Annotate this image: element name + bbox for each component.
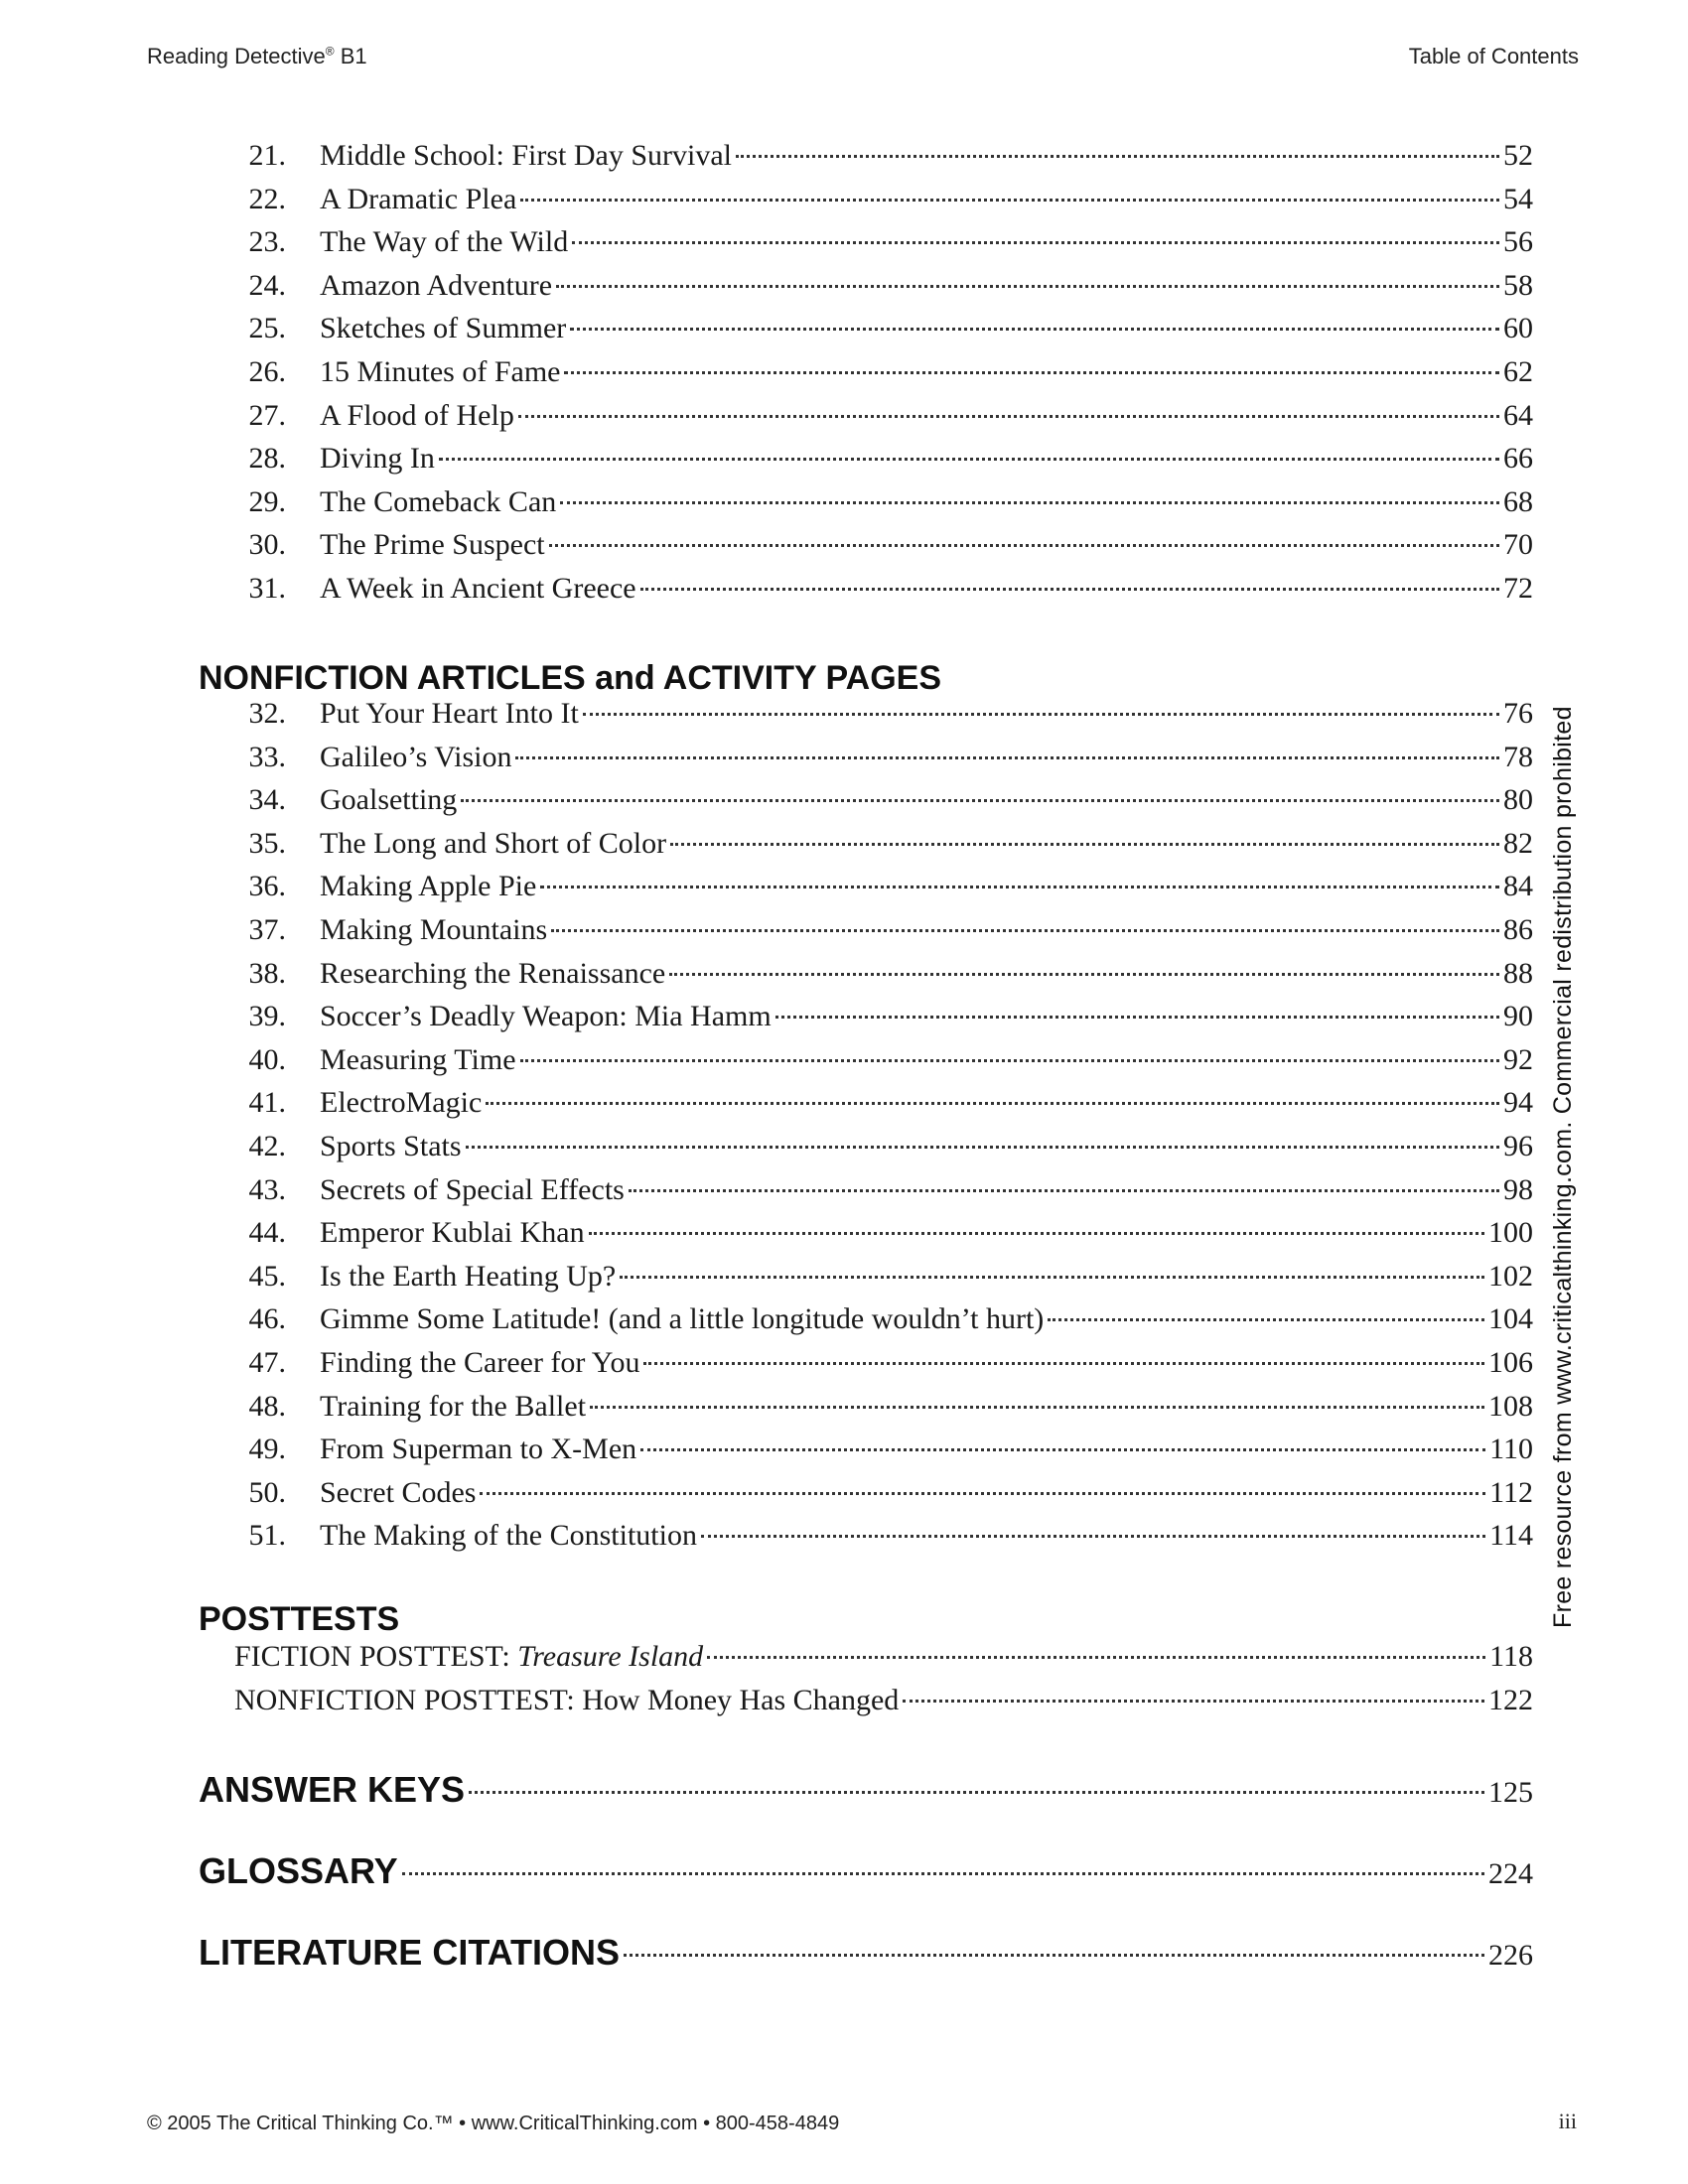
book-level: B1 bbox=[340, 44, 367, 68]
toc-entry-row bbox=[234, 1260, 1533, 1299]
entry-title: Put Your Heart Into It bbox=[320, 697, 579, 730]
entry-number: 26. bbox=[248, 355, 286, 388]
toc-entry-row bbox=[234, 269, 1533, 309]
dot-leader bbox=[707, 1656, 1485, 1659]
dot-leader bbox=[640, 1448, 1485, 1451]
entry-number: 44. bbox=[248, 1216, 286, 1250]
entry-title: ElectroMagic bbox=[320, 1086, 483, 1120]
dot-leader bbox=[624, 1954, 1484, 1957]
toc-entry-row bbox=[234, 528, 1533, 568]
entry-title: Measuring Time bbox=[320, 1042, 516, 1076]
dot-leader bbox=[402, 1872, 1484, 1875]
entry-title: Sports Stats bbox=[320, 1130, 462, 1162]
dot-leader bbox=[670, 843, 1499, 846]
toc-entry-row bbox=[234, 783, 1533, 823]
entry-number: 47. bbox=[248, 1346, 286, 1379]
toc-entry-row bbox=[234, 870, 1533, 909]
entry-number: 46. bbox=[248, 1302, 286, 1336]
entry-number: 31. bbox=[248, 572, 286, 605]
dot-leader bbox=[903, 1700, 1484, 1703]
dot-leader bbox=[620, 1276, 1484, 1279]
fiction-posttest-title: Treasure Island bbox=[517, 1640, 704, 1673]
entry-title: Galileo’s Vision bbox=[320, 740, 512, 773]
dot-leader bbox=[560, 501, 1499, 504]
page-number: 86 bbox=[1503, 913, 1533, 946]
dot-leader bbox=[570, 328, 1499, 331]
nonfiction-posttest-label bbox=[234, 1684, 899, 1717]
dot-leader bbox=[469, 1791, 1484, 1794]
entry-number: 24. bbox=[248, 268, 286, 302]
literature-citations-label: LITERATURE CITATIONS bbox=[199, 1932, 620, 1973]
dot-leader bbox=[540, 886, 1499, 888]
entry-title: Gimme Some Latitude! (and a little longitude wouldn’t hurt) bbox=[320, 1302, 1045, 1336]
toc-entry-row bbox=[234, 827, 1533, 867]
toc-entry-row bbox=[234, 485, 1533, 525]
dot-leader bbox=[518, 415, 1499, 418]
toc-entry-row bbox=[234, 572, 1533, 612]
dot-leader bbox=[520, 1059, 1499, 1062]
entry-number: 32. bbox=[248, 697, 286, 730]
page-number: 100 bbox=[1488, 1216, 1533, 1250]
page-number: 118 bbox=[1489, 1640, 1533, 1673]
toc-entry-row bbox=[234, 913, 1533, 953]
dot-leader bbox=[564, 371, 1499, 374]
entry-title: Secrets of Special Effects bbox=[320, 1172, 625, 1206]
entry-number: 33. bbox=[248, 740, 286, 773]
entry-number: 45. bbox=[248, 1259, 286, 1293]
entry-title: Finding the Career for You bbox=[320, 1346, 640, 1379]
dot-leader bbox=[572, 241, 1499, 244]
page-number: 90 bbox=[1503, 1000, 1533, 1033]
entry-number: 30. bbox=[248, 528, 286, 562]
nonfiction-posttest-prefix: NONFICTION POSTTEST: bbox=[234, 1684, 583, 1716]
entry-title: Soccer’s Deadly Weapon: Mia Hamm bbox=[320, 1000, 772, 1033]
entry-title: Sketches of Summer bbox=[320, 312, 567, 345]
entry-number: 25. bbox=[248, 312, 286, 345]
toc-entry-row bbox=[234, 1302, 1533, 1342]
fiction-posttest-label bbox=[234, 1640, 703, 1674]
entry-title: Is the Earth Heating Up? bbox=[320, 1259, 617, 1293]
entry-number: 43. bbox=[248, 1172, 286, 1206]
page-number: 102 bbox=[1488, 1259, 1533, 1293]
page-number: 70 bbox=[1503, 528, 1533, 562]
nonfiction-posttest-title: How Money Has Changed bbox=[582, 1684, 900, 1716]
dot-leader bbox=[439, 458, 1499, 461]
toc-entry-row bbox=[234, 1086, 1533, 1126]
toc-entry-row bbox=[234, 1043, 1533, 1083]
page-number: 68 bbox=[1503, 484, 1533, 518]
entry-number: 35. bbox=[248, 826, 286, 860]
header-section-title: Table of Contents bbox=[1408, 44, 1579, 68]
entry-number: 49. bbox=[248, 1433, 286, 1466]
dot-leader bbox=[480, 1492, 1485, 1495]
entry-title: Making Apple Pie bbox=[320, 870, 537, 903]
dot-leader bbox=[643, 1362, 1484, 1365]
entry-title: The Making of the Constitution bbox=[320, 1519, 697, 1553]
entry-number: 40. bbox=[248, 1042, 286, 1076]
side-copyright-note: Free resource from www.criticalthinking.com. Commercial redistribution prohibited bbox=[1549, 706, 1577, 1628]
dot-leader bbox=[549, 544, 1499, 547]
toc-entry-row bbox=[234, 1000, 1533, 1039]
page-number: 110 bbox=[1489, 1433, 1533, 1466]
page-number: 62 bbox=[1503, 355, 1533, 388]
page-number: 72 bbox=[1503, 572, 1533, 605]
entry-title: 15 Minutes of Fame bbox=[320, 355, 561, 388]
toc-entry-row bbox=[234, 183, 1533, 222]
entry-number: 28. bbox=[248, 442, 286, 476]
page-number: 52 bbox=[1503, 139, 1533, 172]
page-number: 78 bbox=[1503, 740, 1533, 773]
toc-entry-row bbox=[234, 399, 1533, 439]
page-number: 125 bbox=[1488, 1776, 1533, 1809]
page-number: 66 bbox=[1503, 442, 1533, 476]
entry-number: 42. bbox=[248, 1130, 286, 1162]
entry-title: The Long and Short of Color bbox=[320, 826, 667, 860]
page-number: 112 bbox=[1489, 1475, 1533, 1509]
dot-leader bbox=[589, 1232, 1484, 1235]
entry-number: 27. bbox=[248, 398, 286, 432]
entry-title: From Superman to X-Men bbox=[320, 1433, 637, 1466]
dot-leader bbox=[551, 929, 1499, 932]
entry-title: Goalsetting bbox=[320, 783, 458, 817]
toc-entry-row bbox=[234, 139, 1533, 179]
book-title: Reading Detective bbox=[147, 44, 326, 68]
toc-entry-row bbox=[234, 1390, 1533, 1430]
fiction-posttest-prefix: FICTION POSTTEST: bbox=[234, 1640, 518, 1673]
page-number: 88 bbox=[1503, 956, 1533, 990]
toc-entry-row bbox=[234, 355, 1533, 395]
page-number: 106 bbox=[1488, 1346, 1533, 1379]
toc-entry-row bbox=[234, 741, 1533, 780]
dot-leader bbox=[775, 1016, 1499, 1019]
dot-leader bbox=[736, 155, 1499, 158]
entry-number: 41. bbox=[248, 1086, 286, 1120]
entry-title: A Week in Ancient Greece bbox=[320, 572, 636, 605]
page-number: 92 bbox=[1503, 1042, 1533, 1076]
dot-leader bbox=[590, 1406, 1484, 1409]
page-number: 114 bbox=[1489, 1519, 1533, 1553]
entry-title: The Comeback Can bbox=[320, 484, 557, 518]
dot-leader bbox=[701, 1535, 1485, 1538]
entry-title: Diving In bbox=[320, 442, 435, 476]
entry-title: Secret Codes bbox=[320, 1475, 477, 1509]
entry-number: 48. bbox=[248, 1389, 286, 1423]
footer-page-number: iii bbox=[1558, 2109, 1577, 2133]
page-number: 96 bbox=[1503, 1130, 1533, 1162]
page-number: 122 bbox=[1488, 1684, 1533, 1716]
page-number: 94 bbox=[1503, 1086, 1533, 1120]
nonfiction-heading: NONFICTION ARTICLES and ACTIVITY PAGES bbox=[199, 659, 942, 697]
entry-number: 38. bbox=[248, 956, 286, 990]
toc-entry-row bbox=[234, 442, 1533, 481]
toc-entry-row bbox=[234, 1173, 1533, 1213]
entry-number: 29. bbox=[248, 484, 286, 518]
page-number: 80 bbox=[1503, 783, 1533, 817]
entry-number: 21. bbox=[248, 139, 286, 172]
registered-mark: ® bbox=[325, 44, 335, 59]
page-number: 76 bbox=[1503, 697, 1533, 730]
entry-number: 23. bbox=[248, 225, 286, 259]
toc-entry-row bbox=[234, 697, 1533, 737]
entry-title: Making Mountains bbox=[320, 913, 548, 946]
entry-title: The Way of the Wild bbox=[320, 225, 569, 259]
page-number: 108 bbox=[1488, 1389, 1533, 1423]
toc-entry-row bbox=[234, 1433, 1533, 1472]
toc-entry-row bbox=[234, 1476, 1533, 1516]
dot-leader bbox=[629, 1189, 1499, 1192]
page-number: 56 bbox=[1503, 225, 1533, 259]
page-number: 104 bbox=[1488, 1302, 1533, 1336]
entry-number: 37. bbox=[248, 913, 286, 946]
dot-leader bbox=[640, 588, 1499, 591]
entry-title: Middle School: First Day Survival bbox=[320, 139, 732, 172]
entry-title: Emperor Kublai Khan bbox=[320, 1216, 585, 1250]
glossary-label: GLOSSARY bbox=[199, 1850, 398, 1891]
entry-number: 51. bbox=[248, 1519, 286, 1553]
entry-title: The Prime Suspect bbox=[320, 528, 545, 562]
toc-entry-row bbox=[234, 1346, 1533, 1386]
dot-leader bbox=[461, 799, 1499, 802]
page-number: 226 bbox=[1488, 1939, 1533, 1972]
dot-leader bbox=[466, 1146, 1499, 1149]
page-number: 58 bbox=[1503, 268, 1533, 302]
posttests-heading: POSTTESTS bbox=[199, 1600, 400, 1638]
dot-leader bbox=[515, 756, 1499, 759]
page-number: 224 bbox=[1488, 1857, 1533, 1890]
page-number: 82 bbox=[1503, 826, 1533, 860]
nonfiction-posttest-row bbox=[234, 1684, 1533, 1723]
page-number: 84 bbox=[1503, 870, 1533, 903]
page-number: 64 bbox=[1503, 398, 1533, 432]
dot-leader bbox=[1048, 1318, 1484, 1321]
entry-title: A Flood of Help bbox=[320, 398, 514, 432]
entry-title: A Dramatic Plea bbox=[320, 182, 517, 215]
page-number: 98 bbox=[1503, 1172, 1533, 1206]
glossary-row bbox=[199, 1850, 1533, 1892]
literature-citations-row bbox=[199, 1932, 1533, 1974]
entry-title: Amazon Adventure bbox=[320, 268, 553, 302]
entry-number: 50. bbox=[248, 1475, 286, 1509]
page-number: 60 bbox=[1503, 312, 1533, 345]
entry-number: 39. bbox=[248, 1000, 286, 1033]
answer-keys-label: ANSWER KEYS bbox=[199, 1769, 466, 1810]
footer-copyright: © 2005 The Critical Thinking Co.™ • www.CriticalThinking.com • 800-458-4849 bbox=[147, 2113, 840, 2134]
toc-entry-row bbox=[234, 225, 1533, 265]
dot-leader bbox=[486, 1102, 1499, 1105]
entry-title: Training for the Ballet bbox=[320, 1389, 587, 1423]
entry-number: 34. bbox=[248, 783, 286, 817]
entry-number: 36. bbox=[248, 870, 286, 903]
page-number: 54 bbox=[1503, 182, 1533, 215]
toc-entry-row bbox=[234, 1216, 1533, 1256]
toc-entry-row bbox=[234, 1130, 1533, 1169]
answer-keys-row bbox=[199, 1769, 1533, 1811]
toc-entry-row bbox=[234, 1519, 1533, 1559]
fiction-posttest-row bbox=[234, 1640, 1533, 1680]
entry-title: Researching the Renaissance bbox=[320, 956, 666, 990]
dot-leader bbox=[556, 285, 1499, 288]
toc-entry-row bbox=[234, 957, 1533, 997]
entry-number: 22. bbox=[248, 182, 286, 215]
dot-leader bbox=[583, 713, 1499, 716]
header-book-title bbox=[147, 44, 367, 69]
toc-entry-row bbox=[234, 312, 1533, 351]
dot-leader bbox=[520, 199, 1499, 202]
dot-leader bbox=[669, 973, 1499, 976]
